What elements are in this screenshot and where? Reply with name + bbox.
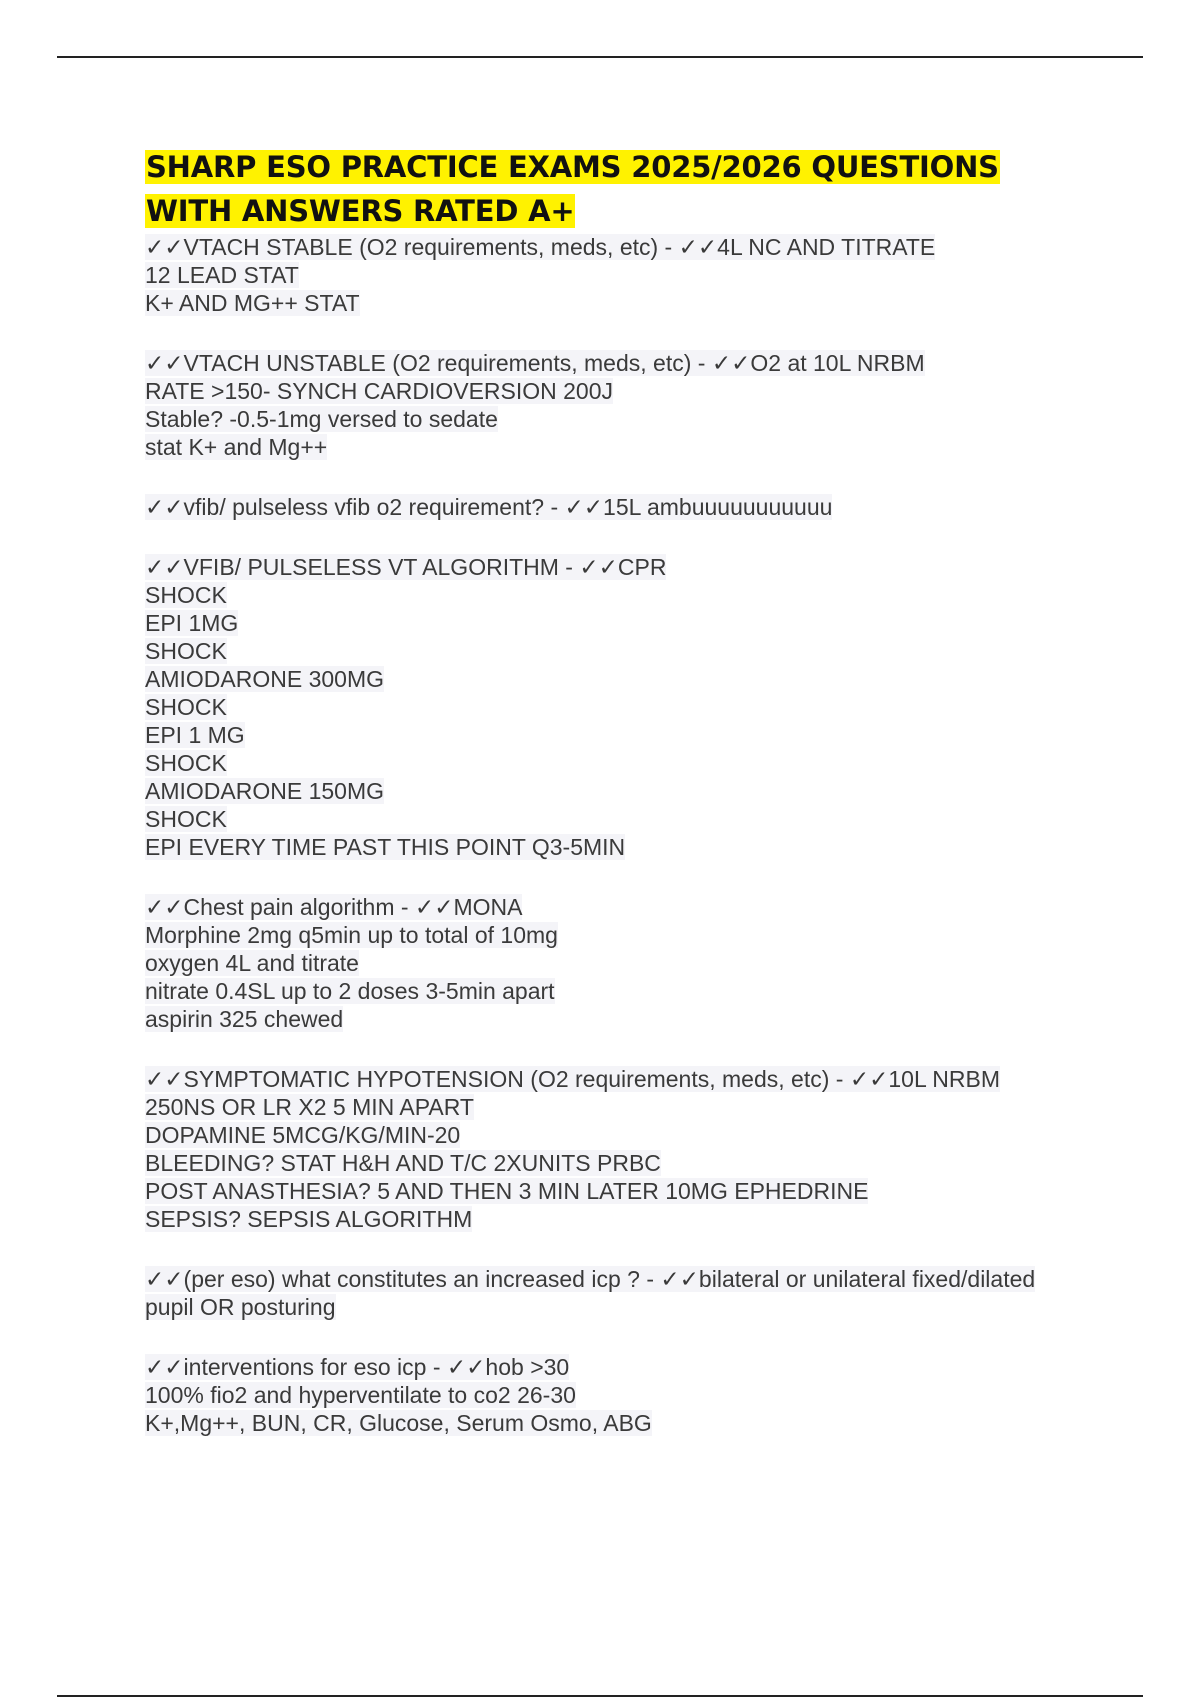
qa-line: Morphine 2mg q5min up to total of 10mg	[145, 922, 558, 948]
qa-line: SHOCK	[145, 638, 227, 664]
qa-line: SHOCK	[145, 806, 227, 832]
qa-line: SHOCK	[145, 582, 227, 608]
title-line-1: SHARP ESO PRACTICE EXAMS 2025/2026 QUESTIONS	[146, 150, 999, 184]
qa-line: ✓✓VFIB/ PULSELESS VT ALGORITHM - ✓✓CPR	[145, 554, 667, 580]
qa-line: 100% fio2 and hyperventilate to co2 26-30	[145, 1382, 576, 1408]
qa-item-increased-icp	[145, 1265, 1145, 1321]
qa-item-icp-interventions	[145, 1353, 1145, 1437]
qa-line: AMIODARONE 300MG	[145, 666, 384, 692]
qa-item-vfib-o2	[145, 493, 1145, 521]
qa-line: aspirin 325 chewed	[145, 1006, 344, 1032]
qa-line: DOPAMINE 5MCG/KG/MIN-20	[145, 1122, 461, 1148]
qa-line: stat K+ and Mg++	[145, 434, 328, 460]
document-title	[145, 145, 1145, 233]
qa-line: ✓✓vfib/ pulseless vfib o2 requirement? - ✓✓15L ambuuuuuuuuuuu	[145, 494, 833, 520]
qa-item-vtach-stable	[145, 233, 1145, 317]
qa-line: oxygen 4L and titrate	[145, 950, 359, 976]
qa-line: ✓✓Chest pain algorithm - ✓✓MONA	[145, 894, 523, 920]
qa-item-hypotension	[145, 1065, 1145, 1233]
qa-line: ✓✓interventions for eso icp - ✓✓hob >30	[145, 1354, 570, 1380]
qa-item-chest-pain	[145, 893, 1145, 1033]
qa-line: ✓✓(per eso) what constitutes an increased icp ? - ✓✓bilateral or unilateral fixed/dilated	[145, 1266, 1036, 1292]
qa-line: EPI 1MG	[145, 610, 239, 636]
qa-line: EPI 1 MG	[145, 722, 245, 748]
qa-line: ✓✓SYMPTOMATIC HYPOTENSION (O2 requirements, meds, etc) - ✓✓10L NRBM	[145, 1066, 1000, 1092]
qa-line: K+,Mg++, BUN, CR, Glucose, Serum Osmo, ABG	[145, 1410, 652, 1436]
qa-line: Stable? -0.5-1mg versed to sedate	[145, 406, 498, 432]
qa-line: nitrate 0.4SL up to 2 doses 3-5min apart	[145, 978, 555, 1004]
qa-line: SEPSIS? SEPSIS ALGORITHM	[145, 1206, 473, 1232]
top-rule	[57, 56, 1143, 58]
qa-line: RATE >150- SYNCH CARDIOVERSION 200J	[145, 378, 614, 404]
qa-line: EPI EVERY TIME PAST THIS POINT Q3-5MIN	[145, 834, 626, 860]
qa-line: K+ AND MG++ STAT	[145, 290, 360, 316]
qa-line: BLEEDING? STAT H&H AND T/C 2XUNITS PRBC	[145, 1150, 661, 1176]
document-body	[145, 145, 1145, 1437]
title-line-2: WITH ANSWERS RATED A+	[146, 194, 575, 228]
qa-item-vtach-unstable	[145, 349, 1145, 461]
qa-line: ✓✓VTACH UNSTABLE (O2 requirements, meds, etc) - ✓✓O2 at 10L NRBM	[145, 350, 925, 376]
qa-line: 250NS OR LR X2 5 MIN APART	[145, 1094, 474, 1120]
qa-line: POST ANASTHESIA? 5 AND THEN 3 MIN LATER 10MG EPHEDRINE	[145, 1178, 869, 1204]
qa-line: 12 LEAD STAT	[145, 262, 299, 288]
qa-line: AMIODARONE 150MG	[145, 778, 384, 804]
qa-line: ✓✓VTACH STABLE (O2 requirements, meds, etc) - ✓✓4L NC AND TITRATE	[145, 234, 936, 260]
qa-item-vfib-algorithm	[145, 553, 1145, 861]
bottom-rule	[57, 1695, 1143, 1697]
qa-line: SHOCK	[145, 694, 227, 720]
qa-line: SHOCK	[145, 750, 227, 776]
qa-line: pupil OR posturing	[145, 1294, 336, 1320]
